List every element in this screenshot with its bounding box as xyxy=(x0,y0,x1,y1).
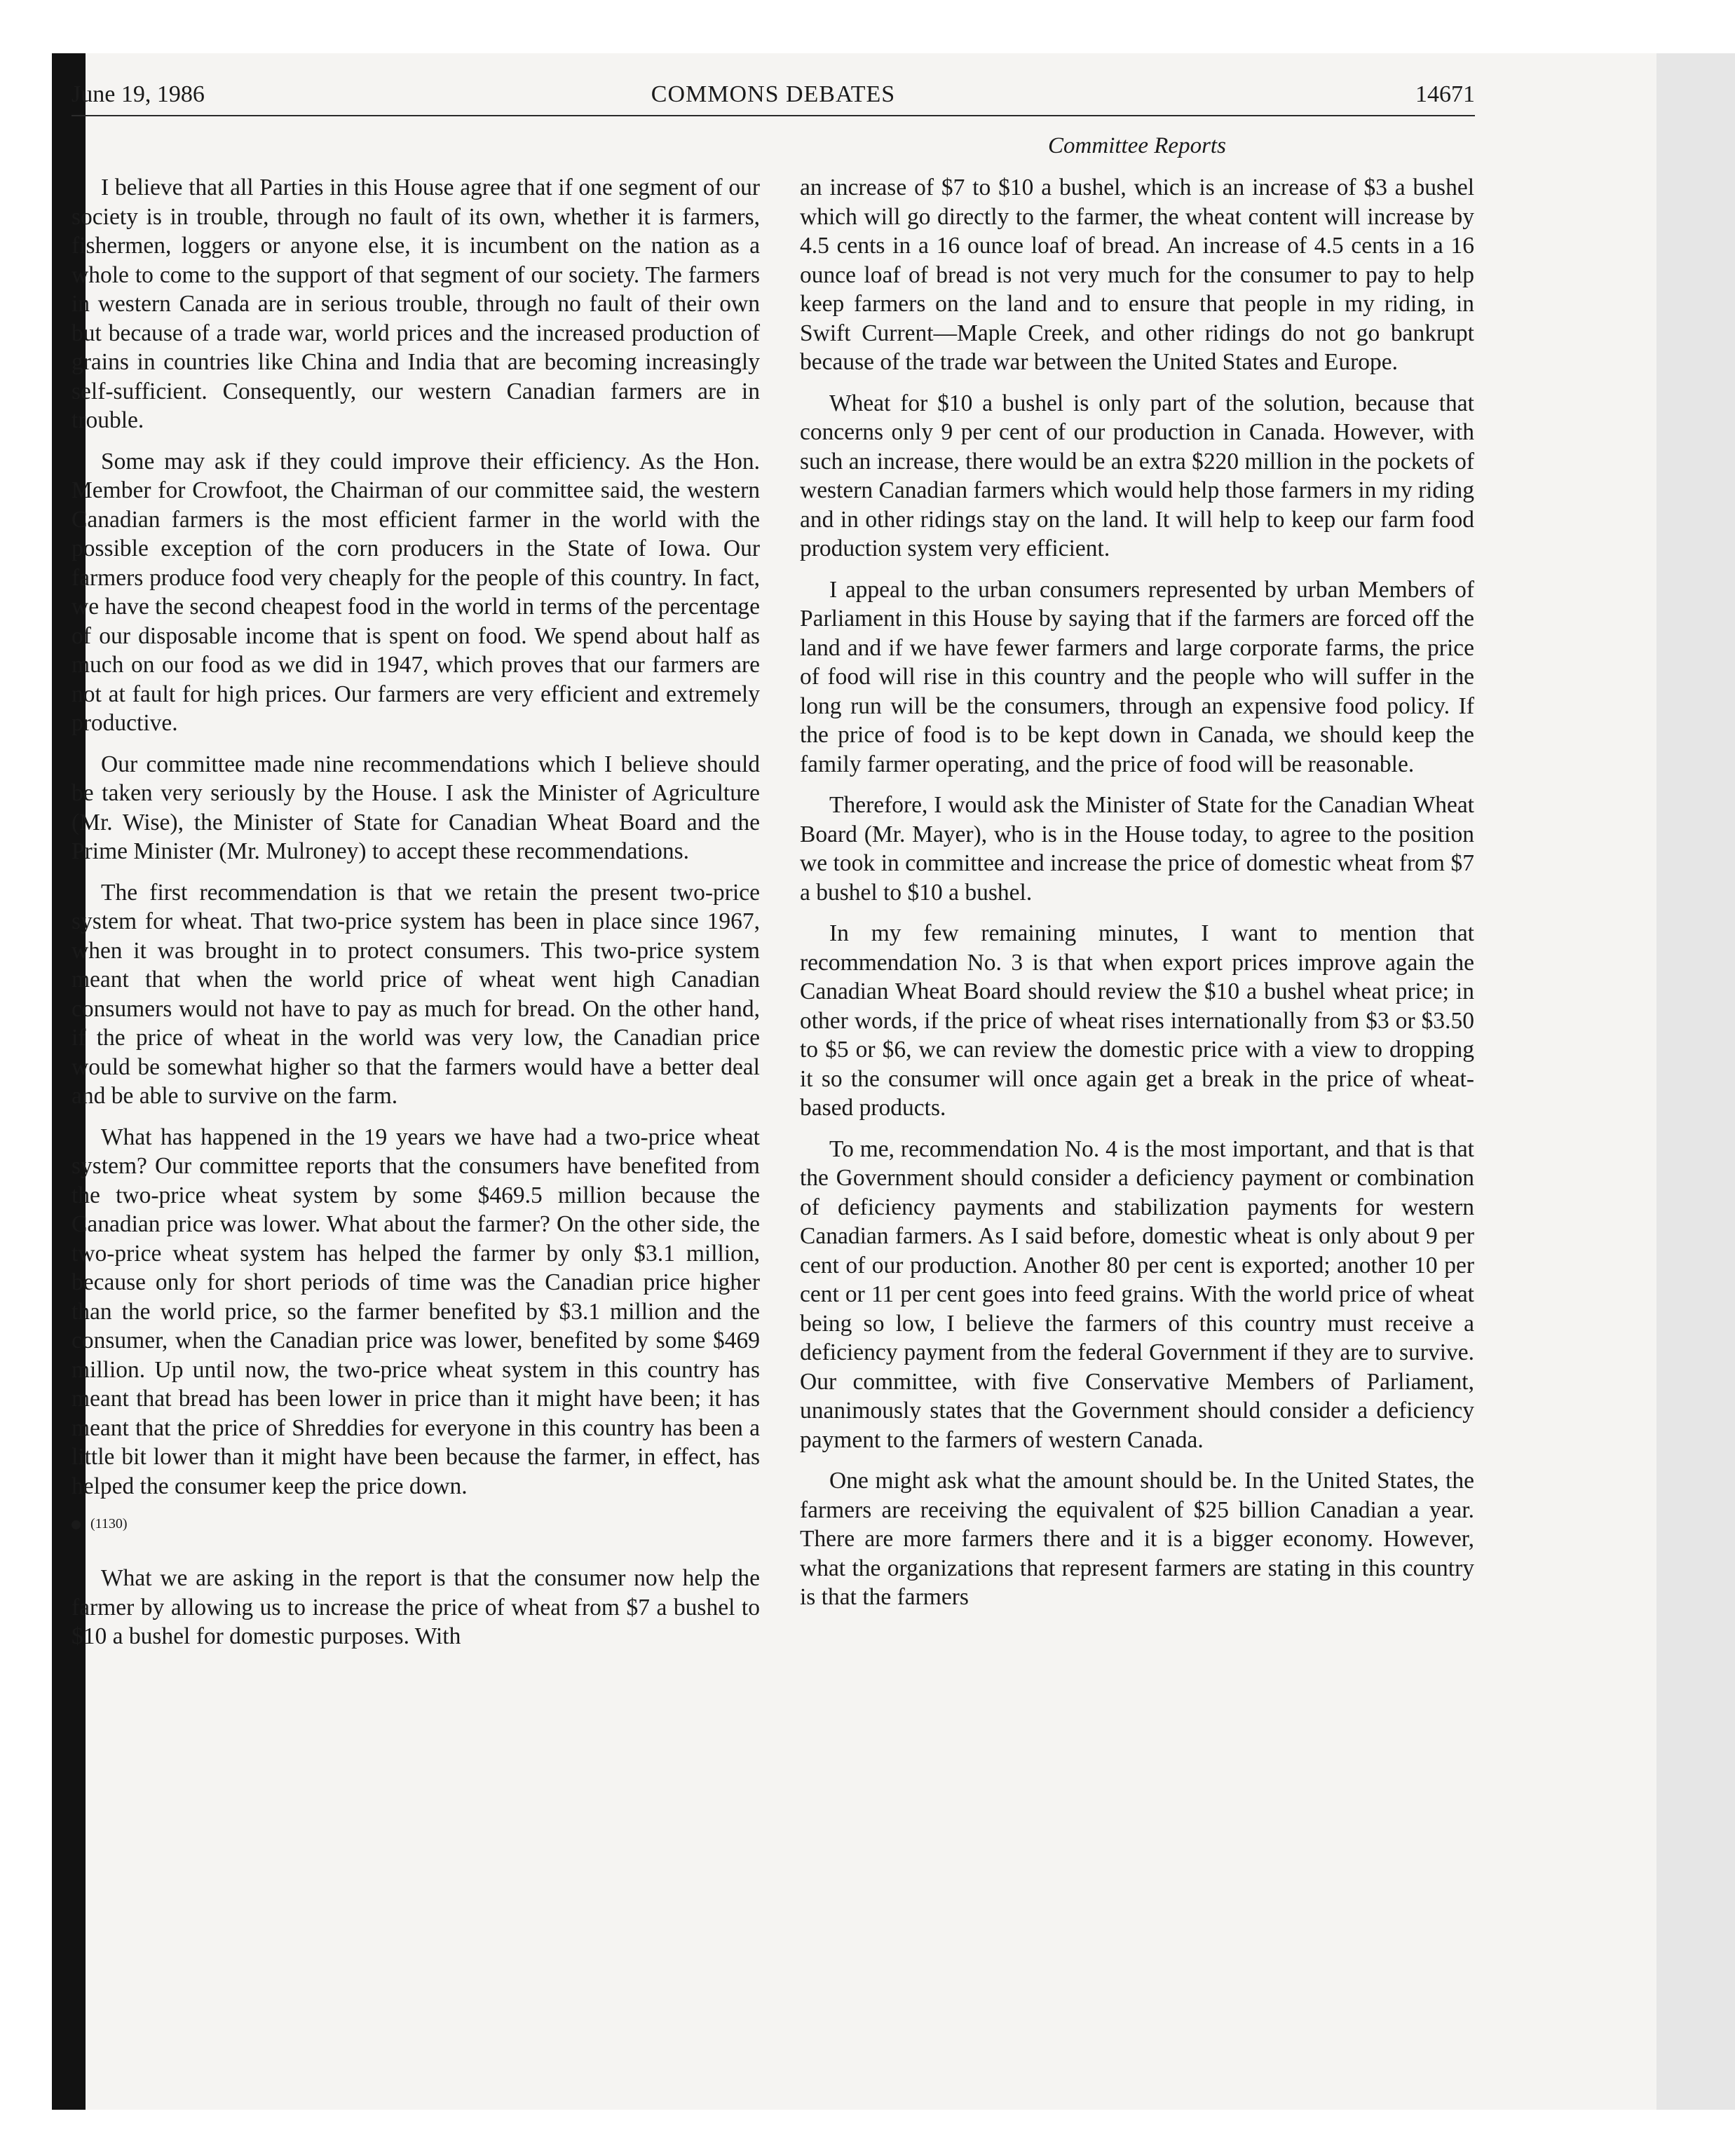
paragraph: Our committee made nine recommendations which I believe should be taken very seriously by the House. I ask the Minister of Agriculture (Mr. Wise), the Minister of State for Canadian Wheat Board and the Prime Minister (Mr. Mulroney) to accept these recommendations. xyxy=(72,751,760,864)
paragraph: I appeal to the urban consumers represented by urban Members of Parliament in this House by saying that if the farmers are forced off the land and if we have fewer farmers and large corporate farms, the price of food will rise in this country and the people who will suffer in the long run will be the consumers, through an expensive food policy. If the price of food is to be kept down in Canada, we should keep the family farmer operating, and the price of food will be reasonable. xyxy=(800,576,1474,777)
left-column xyxy=(72,173,760,1663)
scan-border-right xyxy=(1656,53,1735,2110)
paragraph: Therefore, I would ask the Minister of State for the Canadian Wheat Board (Mr. Mayer), who is in the House today, to agree to the position we took in committee and increase the price of domestic wheat from $7 a bushel to $10 a bushel. xyxy=(800,792,1474,906)
right-column xyxy=(800,173,1474,1624)
paragraph: an increase of $7 to $10 a bushel, which is an increase of $3 a bushel which will go directly to the farmer, the wheat content will increase by 4.5 cents in a 16 ounce loaf of bread. An increase of 4.5 cents in a 16 ounce loaf of bread is not very much for the consumer to pay to help keep farmers on the land and to ensure that people in my riding, in Swift Current—Maple Creek, and other ridings do not go bankrupt because of the trade war between the United States and Europe. xyxy=(800,175,1474,375)
header-journal-title: COMMONS DEBATES xyxy=(651,81,896,107)
section-title: Committee Reports xyxy=(1048,133,1226,158)
header-date: June 19, 1986 xyxy=(72,81,205,107)
paragraph: Wheat for $10 a bushel is only part of the solution, because that concerns only 9 per cent of our production in Canada. However, with such an increase, there would be an extra $220 million in the pockets of western Canadian farmers which would help those farmers in my riding and in other ridings stay on the land. It will help to keep our farm food production system very efficient. xyxy=(800,390,1474,561)
paragraph: One might ask what the amount should be. In the United States, the farmers are receiving the equivalent of $25 billion Canadian a year. There are more farmers there and it is a bigger economy. However, what the organizations that represent farmers are stating in this country is that the farmers xyxy=(800,1468,1474,1610)
paragraph: What has happened in the 19 years we have had a two-price wheat system? Our committee reports that the consumers have benefited from the two-price wheat system by some $469.5 million because the Canadian price was lower. What about the farmer? On the other side, the two-price wheat system has helped the farmer by only $3.1 million, because only for short periods of time was the Canadian price higher than the world price, so the farmer benefited by $3.1 million and the consumer, when the Canadian price was lower, benefited by some $469 million. Up until now, the two-price wheat system in this country has meant that bread has been lower in price than it might have been; it has meant that the price of Shreddies for everyone in this country has been a little bit lower than it might have been because the farmer, in effect, has helped the consumer keep the price down. xyxy=(72,1124,760,1499)
bullet-dot-icon xyxy=(72,1520,81,1529)
header-rule xyxy=(72,115,1475,116)
paragraph: The first recommendation is that we retain the present two-price system for wheat. That two-price system has been in place since 1967, when it was brought in to protect consumers. This two-price system meant that when the world price of wheat went high Canadian consumers would not have to pay as much for bread. On the other hand, if the price of wheat in the world was very low, the Canadian price would be somewhat higher so that the farmers would have a better deal and be able to survive on the farm. xyxy=(72,879,760,1109)
paragraph: To me, recommendation No. 4 is the most important, and that is that the Government should consider a deficiency payment or combination of deficiency payments and stabilization payments for western Canadian farmers. As I said before, domestic wheat is only about 9 per cent of our production. Another 80 per cent is exported; another 10 per cent or 11 per cent goes into feed grains. With the world price of wheat being so low, I believe the farmers of this country must receive a deficiency payment from the federal Government if they are to survive. Our committee, with five Conservative Members of Parliament, unanimously states that the Government should consider a deficiency payment to the farmers of western Canada. xyxy=(800,1135,1474,1453)
paragraph: Some may ask if they could improve their efficiency. As the Hon. Member for Crowfoot, the Chairman of our committee said, the western Canadian farmers is the most efficient farmer in the world with the possible exception of the corn producers in the State of Iowa. Our farmers produce food very cheaply for the people of this country. In fact, we have the second cheapest food in the world in terms of the percentage of our disposable income that is spent on food. We spend about half as much on our food as we did in 1947, which proves that our farmers are not at fault for high prices. Our farmers are very efficient and extremely productive. xyxy=(72,448,760,736)
paragraph: In my few remaining minutes, I want to mention that recommendation No. 3 is that when export prices improve again the Canadian Wheat Board should review the $10 a bushel wheat price; in other words, if the price of wheat rises internationally from $3 or $3.50 to $5 or $6, we can review the domestic price with a view to dropping it so the consumer will once again get a break in the price of wheat-based products. xyxy=(800,920,1474,1121)
running-header xyxy=(72,81,1475,118)
time-marker xyxy=(72,1513,760,1534)
paragraph: What we are asking in the report is that the consumer now help the farmer by allowing us to increase the price of wheat from $7 a bushel to $10 a bushel for domestic purposes. With xyxy=(72,1565,760,1649)
header-page-number: 14671 xyxy=(1415,81,1475,107)
paragraph: I believe that all Parties in this House agree that if one segment of our society is in trouble, through no fault of its own, whether it is farmers, fishermen, loggers or anyone else, it is incumbent on the nation as a whole to come to the support of that segment of our society. The farmers in western Canada are in serious trouble, through no fault of their own but because of a trade war, world prices and the increased production of grains in countries like China and India that are becoming increasingly self-sufficient. Consequently, our western Canadian farmers are in trouble. xyxy=(72,175,760,433)
time-marker-label: (1130) xyxy=(90,1516,128,1531)
